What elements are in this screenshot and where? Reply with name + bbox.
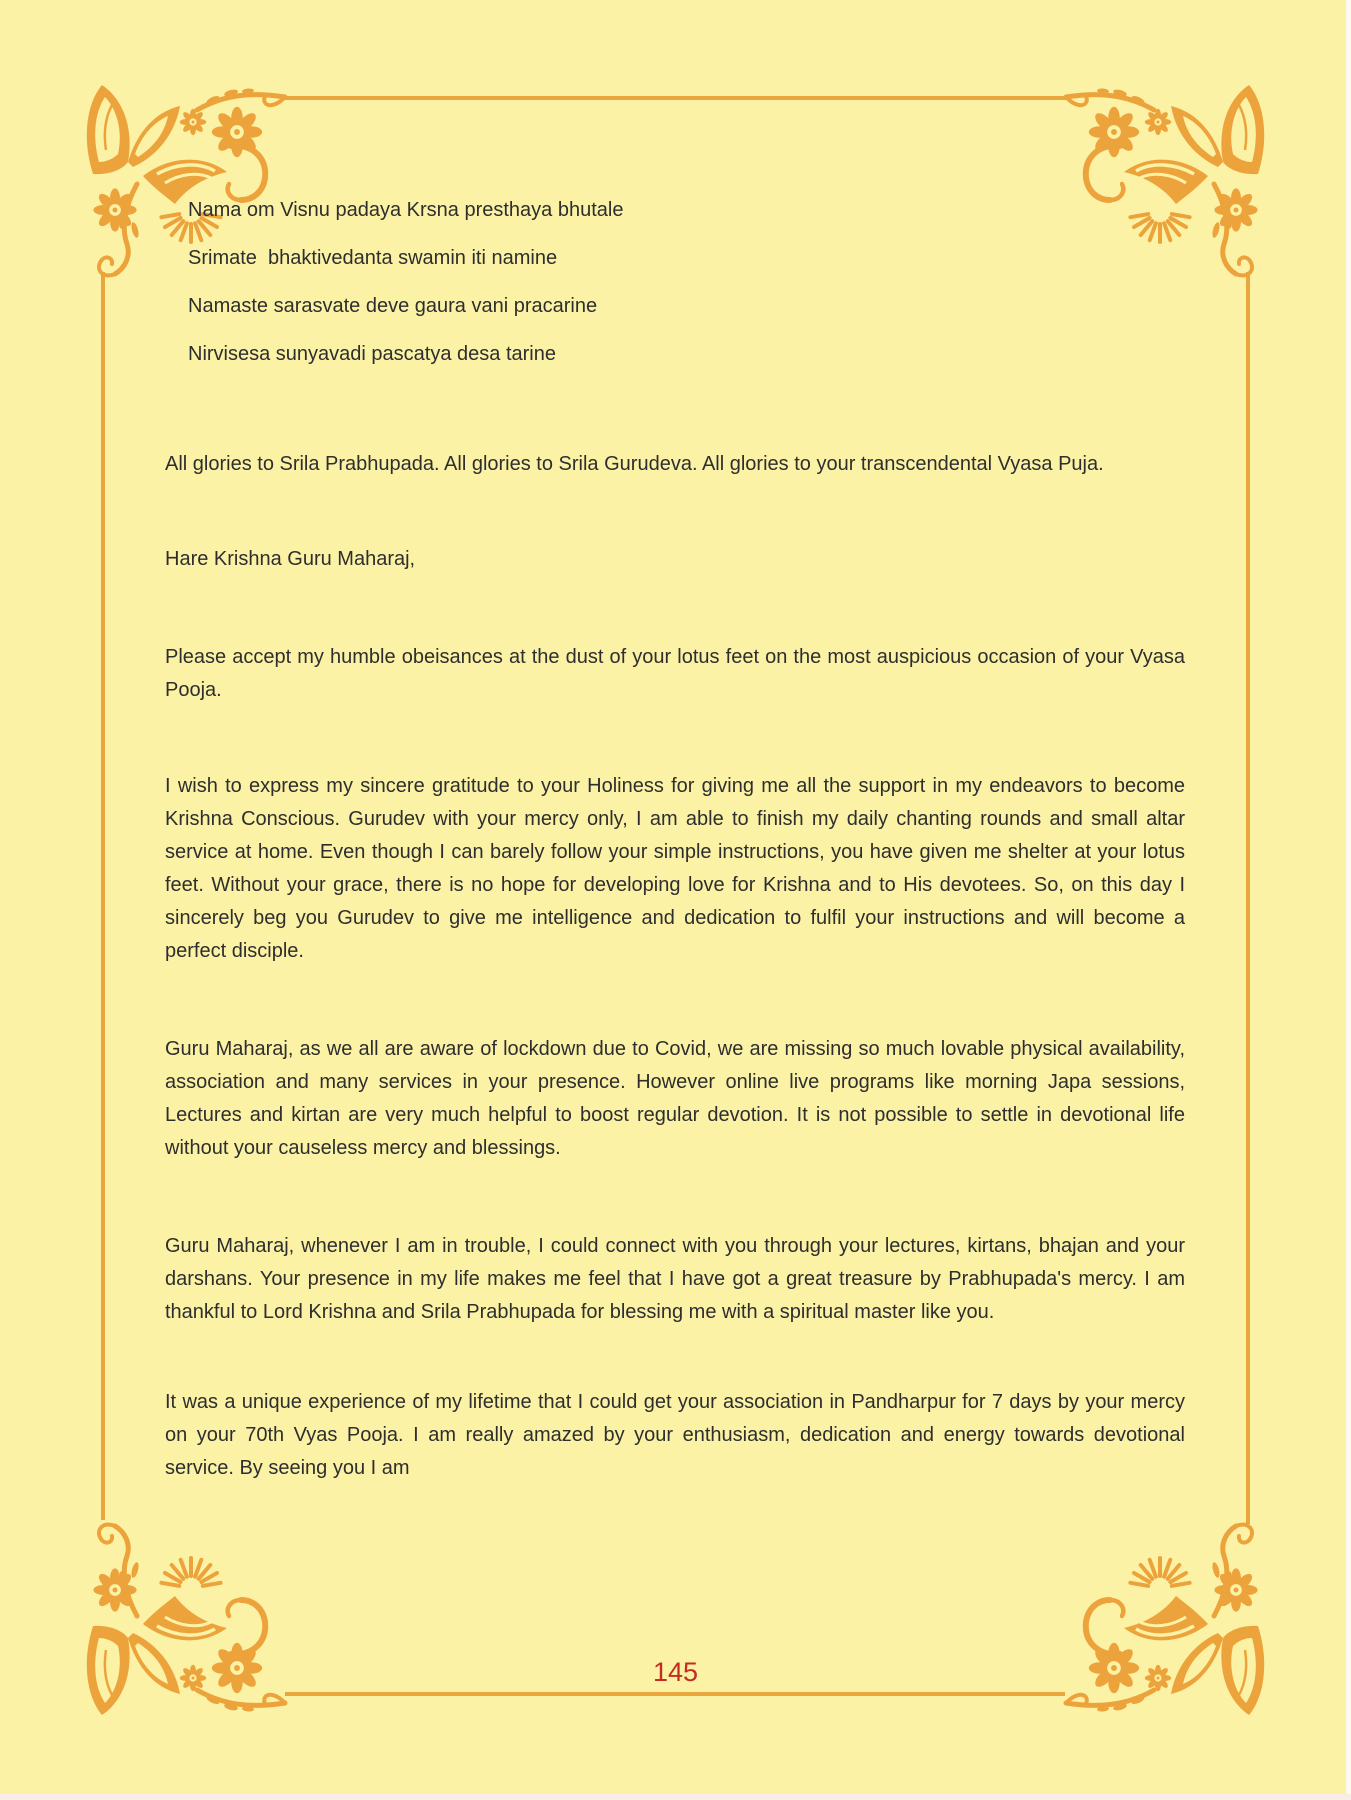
page-number: 145 xyxy=(652,1657,699,1687)
border-line-right xyxy=(1246,272,1250,1524)
floral-ornament-icon xyxy=(85,1520,285,1720)
border-line-top xyxy=(283,96,1070,100)
page-edge-bottom xyxy=(0,1794,1351,1800)
corner-ornament-bottom-right xyxy=(1066,1520,1266,1720)
letter-paragraph: All glories to Srila Prabhupada. All glories to Srila Gurudeva. All glories to your transcendental Vyasa Puja. xyxy=(165,453,1104,475)
floral-ornament-icon xyxy=(1066,1520,1266,1720)
invocation-line: Nirvisesa sunyavadi pascatya desa tarine xyxy=(188,343,556,365)
letter-content xyxy=(165,186,1185,1485)
invocation-verse xyxy=(165,186,1185,378)
invocation-line: Namaste sarasvate deve gaura vani pracarine xyxy=(188,295,598,317)
page-edge-right xyxy=(1346,0,1351,1800)
letter-paragraph: It was a unique experience of my lifetime that I could get your association in Pandharpur for 7 days by your mercy on your 70th Vyas Pooja. I am really amazed by your enthusiasm, dedication and energy towards devotional service. By seeing you I am xyxy=(165,1391,1185,1479)
letter-paragraph: I wish to express my sincere gratitude to your Holiness for giving me all the support in my endeavors to become Krishna Conscious. Gurudev with your mercy only, I am able to finish my daily chanting rounds and small altar service at home. Even though I can barely follow your simple instructions, you have given me shelter at your lotus feet. Without your grace, there is no hope for developing love for Krishna and to His devotees. So, on this day I sincerely beg you Gurudev to give me intelligence and dedication to fulfil your instructions and will become a perfect disciple. xyxy=(165,775,1185,962)
letter-paragraph: Please accept my humble obeisances at the dust of your lotus feet on the most auspicious occasion of your Vyasa Pooja. xyxy=(165,646,1185,701)
border-line-left xyxy=(101,272,105,1520)
border-line-bottom xyxy=(285,1692,1065,1696)
letter-paragraph: Hare Krishna Guru Maharaj, xyxy=(165,548,416,570)
corner-ornament-bottom-left xyxy=(85,1520,285,1720)
invocation-line: Srimate bhaktivedanta swamin iti namine xyxy=(188,247,558,269)
invocation-line: Nama om Visnu padaya Krsna presthaya bhutale xyxy=(188,199,624,221)
letter-paragraph: Guru Maharaj, whenever I am in trouble, I could connect with you through your lectures, kirtans, bhajan and your darshans. Your presence in my life makes me feel that I have got a great treasure by Prabhupada's mercy. I am thankful to Lord Krishna and Srila Prabhupada for blessing me with a spiritual master like you. xyxy=(165,1235,1185,1323)
letter-paragraph: Guru Maharaj, as we all are aware of lockdown due to Covid, we are missing so much lovable physical availability, association and many services in your presence. However online live programs like morning Japa sessions, Lectures and kirtan are very much helpful to boost regular devotion. It is not possible to settle in devotional life without your causeless mercy and blessings. xyxy=(165,1038,1185,1159)
